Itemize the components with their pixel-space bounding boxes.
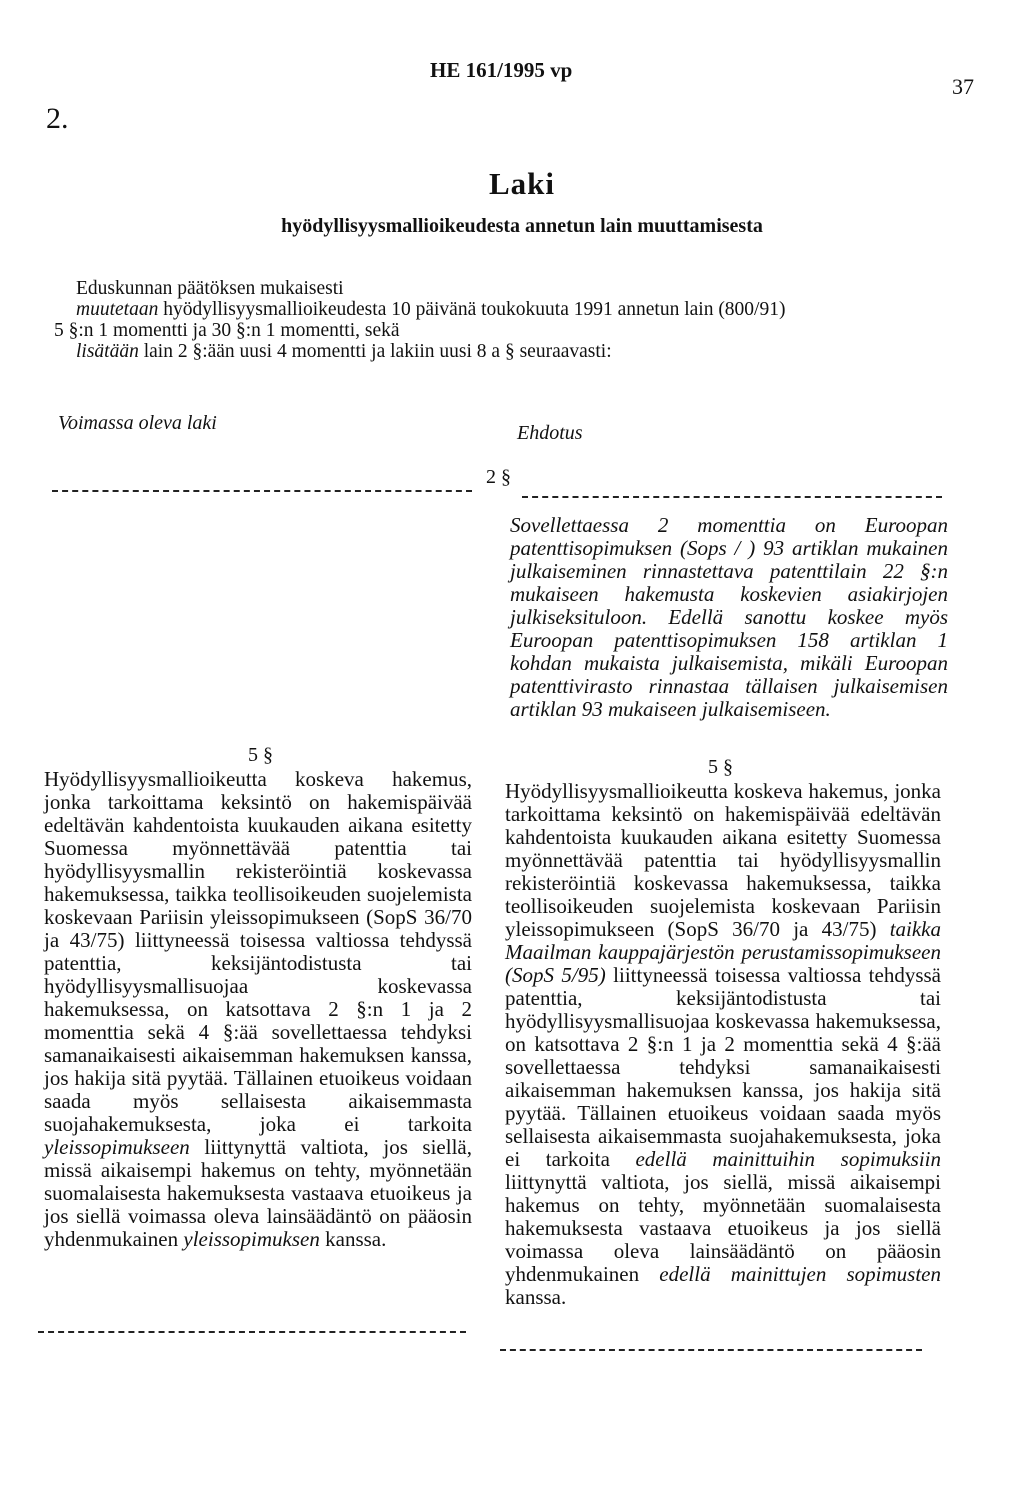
enactment-clause (54, 278, 984, 362)
right-column-heading: Ehdotus (517, 422, 583, 444)
new-moment-paragraph: Sovellettaessa 2 momenttia on Euroopan patenttisopimuksen (Sops / ) 93 artiklan mukainen julkaiseminen rinnastettava patenttilain 22 §:n mukaiseen hakemusta koskevien asiakirjojen julkiseksituloon. Edellä sanottu koskee myös Euroopan patenttisopimuksen 158 artiklan 1 kohdan mukaista julkaisemista, mikäli Euroopan patenttivirasto rinnastaa tällaisen julkaisemisen artiklan 93 mukaiseen julkaisemiseen. (510, 513, 948, 721)
intro-line-2: muutetaan hyödyllisyysmallioikeudesta 10 päivänä toukokuuta 1991 annetun lain (800/91) (76, 299, 786, 320)
section-2-heading: 2 § (486, 466, 511, 488)
law-subtitle: hyödyllisyysmallioikeudesta annetun lain muuttamisesta (281, 215, 763, 237)
right-omission-rule (522, 496, 942, 498)
right-bottom-omission-rule (500, 1349, 922, 1351)
document-reference: HE 161/1995 vp (430, 58, 573, 82)
left-omission-rule (52, 490, 472, 492)
left-column-heading: Voimassa oleva laki (58, 412, 217, 434)
intro-line-1: Eduskunnan päätöksen mukaisesti (76, 278, 344, 299)
left-section-5-text: Hyödyllisyysmallioikeutta koskeva hakemus, jonka tarkoittama keksintö on hakemispäivää edeltävän kahdentoista kuukauden aikana esitetty Suomessa myönnettävää patenttia tai hyödyllisyysmallin rekisteröintiä koskevassa hakemuksessa, taikka teollisoikeuden suojelemista koskevaan Pariisin yleissopimukseen (SopS 36/70 ja 43/75) liittyneessä toisessa valtiossa tehdyssä patenttia, keksijäntodistusta tai hyödyllisyysmallisuojaa koskevassa hakemuksessa, on katsottava 2 §:n 1 ja 2 momenttia sekä 4 §:ää sovellettaessa tehdyksi samanaikaisesti aikaisemman hakemuksen kanssa, jos hakija sitä pyytää. Tällainen etuoikeus voidaan saada myös sellaisesta aikaisemmasta suojahakemuksesta, joka ei tarkoita yleissopimukseen liittynyttä valtiota, jos siellä, missä aikaisempi hakemus on tehty, myönnetään suomalaisesta hakemuksesta vastaava etuoikeus ja jos siellä voimassa oleva lainsäädäntö on pääosin yhdenmukainen yleissopimuksen kanssa. (44, 767, 472, 1251)
left-section-5-heading: 5 § (248, 744, 273, 766)
right-section-5-text: Hyödyllisyysmallioikeutta koskeva hakemus, jonka tarkoittama keksintö on hakemispäivää edeltävän kahdentoista kuukauden aikana esitetty Suomessa myönnettävää patenttia tai hyödyllisyysmallin rekisteröintiä koskevassa hakemuksessa, taikka teollisoikeuden suojelemista koskevaan Pariisin yleissopimukseen (SopS 36/70 ja 43/75) taikka Maailman kauppajärjestön perustamissopimukseen (SopS 5/95) liittyneessä toisessa valtiossa tehdyssä patenttia, keksijäntodistusta tai hyödyllisyysmallisuojaa koskevassa hakemuksessa, on katsottava 2 §:n 1 ja 2 momenttia sekä 4 §:ää sovellettaessa tehdyksi samanaikaisesti aikaisemman hakemuksen kanssa, jos hakija sitä pyytää. Tällainen etuoikeus voidaan saada myös sellaisesta aikaisemmasta suojahakemuksesta, joka ei tarkoita edellä mainittuihin sopimuksiin liittynyttä valtiota, jos siellä, missä aikaisempi hakemus on tehty, myönnetään suomalaisesta hakemuksesta vastaava etuoikeus ja jos siellä voimassa oleva lainsäädäntö on pääosin yhdenmukainen edellä mainittujen sopimusten kanssa. (505, 779, 941, 1309)
intro-line-3: 5 §:n 1 momentti ja 30 §:n 1 momentti, sekä (54, 320, 400, 341)
left-bottom-omission-rule (38, 1331, 466, 1333)
section-number: 2. (46, 102, 69, 135)
right-section-5-heading: 5 § (708, 756, 733, 778)
law-title: Laki (488, 166, 556, 201)
page-number: 37 (952, 74, 974, 99)
intro-line-4: lisätään lain 2 §:ään uusi 4 momentti ja lakiin uusi 8 a § seuraavasti: (76, 341, 612, 362)
